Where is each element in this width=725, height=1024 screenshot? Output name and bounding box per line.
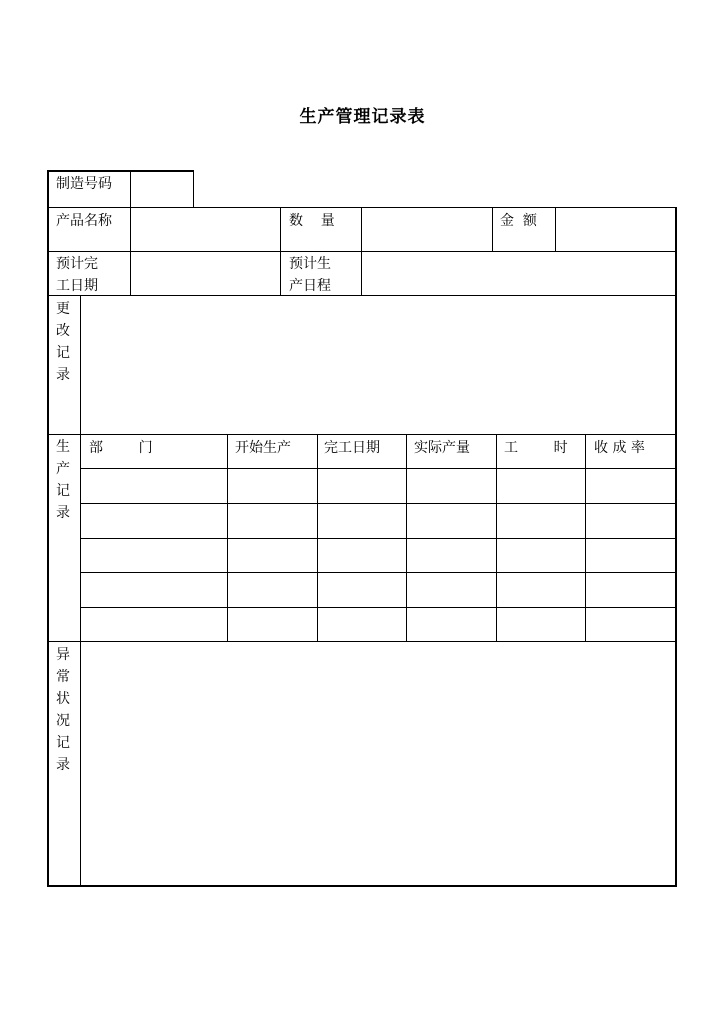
planned-completion-label-line2: 工日期	[56, 278, 98, 294]
planned-completion-label-line1: 预计完	[56, 256, 98, 272]
col-header-start-production: 开始生产	[235, 440, 291, 456]
manufacture-no-field[interactable]	[131, 172, 193, 207]
abnormal-record-label: 异 常 状 况 记 录	[56, 647, 70, 773]
table-border	[280, 207, 281, 296]
planned-schedule-label-line2: 产日程	[289, 278, 331, 294]
product-name-field[interactable]	[131, 208, 280, 251]
change-record-field[interactable]	[81, 296, 675, 434]
quantity-field[interactable]	[362, 208, 492, 251]
table-border	[492, 207, 493, 251]
production-record-label: 生 产 记 录	[56, 439, 70, 521]
table-border	[675, 207, 677, 887]
table-row[interactable]	[81, 539, 675, 572]
planned-completion-field[interactable]	[131, 252, 280, 295]
change-record-label: 更 改 记 录	[56, 301, 70, 383]
amount-label: 金 额	[500, 213, 537, 229]
page-title: 生产管理记录表	[299, 107, 426, 127]
table-row[interactable]	[81, 469, 675, 503]
manufacture-no-label: 制造号码	[56, 176, 112, 192]
product-name-label: 产品名称	[56, 213, 112, 229]
quantity-label: 数 量	[289, 213, 335, 229]
planned-schedule-field[interactable]	[362, 252, 675, 295]
table-row[interactable]	[81, 504, 675, 538]
col-header-actual-output: 实际产量	[414, 440, 470, 456]
planned-schedule-label	[289, 253, 331, 297]
table-row[interactable]	[81, 573, 675, 607]
table-border	[193, 170, 194, 208]
planned-schedule-label-line1: 预计生	[289, 256, 331, 272]
abnormal-record-field[interactable]	[81, 642, 675, 885]
col-header-department: 部 门	[89, 440, 153, 456]
amount-field[interactable]	[556, 208, 675, 251]
col-header-yield-rate: 收 成 率	[594, 440, 645, 456]
table-border	[47, 170, 49, 887]
col-header-completion-date: 完工日期	[324, 440, 380, 456]
table-border	[47, 885, 677, 887]
col-header-work-hours: 工 时	[504, 440, 568, 456]
table-row[interactable]	[81, 608, 675, 641]
planned-completion-label	[56, 253, 98, 297]
table-border	[47, 434, 677, 435]
